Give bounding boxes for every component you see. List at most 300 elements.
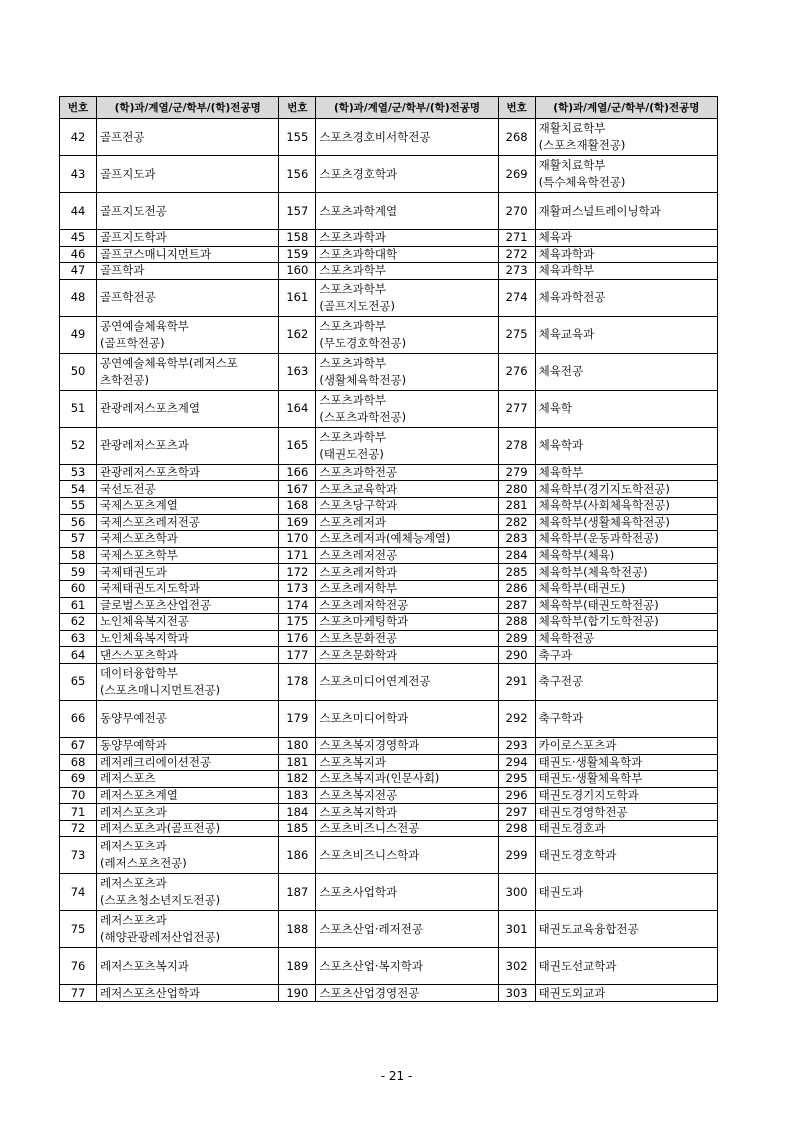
row-number: 290 xyxy=(498,647,535,664)
row-number: 168 xyxy=(279,497,316,514)
row-number: 163 xyxy=(279,353,316,390)
major-name xyxy=(316,874,498,911)
major-name-line: 스포츠레저과 xyxy=(319,514,387,529)
row-number: 169 xyxy=(279,514,316,531)
major-name xyxy=(97,230,279,247)
major-name xyxy=(535,737,717,754)
row-number: 50 xyxy=(60,353,97,390)
major-name-line: (생활체육학전공) xyxy=(319,372,407,387)
major-name-line: 축구학과 xyxy=(538,711,584,726)
table-row xyxy=(60,754,718,771)
major-name xyxy=(316,911,498,948)
major-name xyxy=(316,246,498,263)
major-name-line: 골프전공 xyxy=(100,129,145,144)
row-number: 66 xyxy=(60,700,97,737)
major-name xyxy=(316,263,498,280)
row-number: 62 xyxy=(60,614,97,631)
major-name-line: 스포츠경호비서학전공 xyxy=(319,129,431,144)
row-number: 51 xyxy=(60,390,97,427)
major-name-line: 골프학전공 xyxy=(100,290,156,305)
major-name-line: 태권도선교학과 xyxy=(538,958,617,973)
major-name xyxy=(535,837,717,874)
table-row xyxy=(60,564,718,581)
major-name xyxy=(535,464,717,481)
table-row xyxy=(60,804,718,821)
major-name xyxy=(535,820,717,837)
major-name-line: 태권도·생활체육학부 xyxy=(538,771,643,786)
major-name xyxy=(316,630,498,647)
major-name-line: 스포츠당구학과 xyxy=(319,498,398,513)
header-major-name: (학)과/계열/군/학부/(학)전공명 xyxy=(97,97,279,119)
major-name xyxy=(316,279,498,316)
table-row xyxy=(60,514,718,531)
major-name-line: 축구전공 xyxy=(538,674,584,689)
major-name-line: 레저스포츠 xyxy=(100,771,156,786)
major-name-line: (스포츠재활전공) xyxy=(538,138,626,152)
major-name xyxy=(97,737,279,754)
major-name xyxy=(97,481,279,498)
major-name xyxy=(316,754,498,771)
major-name xyxy=(97,279,279,316)
row-number: 185 xyxy=(279,820,316,837)
major-name xyxy=(535,246,717,263)
major-name-line: (스포츠과학전공) xyxy=(319,409,407,424)
major-name-line: 레저스포츠과 xyxy=(100,876,167,891)
major-name-line: 데이터융합학부 xyxy=(100,665,178,680)
row-number: 43 xyxy=(60,156,97,193)
major-name xyxy=(316,464,498,481)
major-name xyxy=(535,193,717,230)
row-number: 70 xyxy=(60,787,97,804)
major-name xyxy=(316,787,498,804)
major-name xyxy=(535,564,717,581)
major-name xyxy=(316,156,498,193)
major-name xyxy=(97,564,279,581)
major-name xyxy=(535,985,717,1002)
major-name xyxy=(316,230,498,247)
row-number: 48 xyxy=(60,279,97,316)
major-name xyxy=(97,663,279,700)
major-name xyxy=(316,985,498,1002)
table-row xyxy=(60,279,718,316)
major-name-line: 축구과 xyxy=(538,647,572,662)
major-name-line: 레저레크리에이션전공 xyxy=(100,754,212,769)
major-name xyxy=(97,156,279,193)
major-name xyxy=(97,614,279,631)
major-name xyxy=(535,263,717,280)
major-name-line: 태권도경호과 xyxy=(538,821,606,836)
major-name xyxy=(97,700,279,737)
row-number: 45 xyxy=(60,230,97,247)
major-name-line: (골프학전공) xyxy=(100,335,165,350)
row-number: 166 xyxy=(279,464,316,481)
major-name-line: 스포츠레저학부 xyxy=(319,581,398,596)
row-number: 288 xyxy=(498,614,535,631)
row-number: 273 xyxy=(498,263,535,280)
table-row xyxy=(60,263,718,280)
table-row xyxy=(60,737,718,754)
major-name-line: (스포츠청소년지도전공) xyxy=(100,893,221,908)
major-name-line: 태권도·생활체육학과 xyxy=(538,754,643,769)
major-name-line: 체육학부(태권도학전공) xyxy=(538,597,659,612)
major-name xyxy=(535,630,717,647)
major-name xyxy=(316,531,498,548)
row-number: 160 xyxy=(279,263,316,280)
major-name-line: 공연예술체육학부(레저스포 xyxy=(100,355,238,370)
major-name-line: 태권도경기지도학과 xyxy=(538,787,639,802)
row-number: 56 xyxy=(60,514,97,531)
row-number: 180 xyxy=(279,737,316,754)
major-name xyxy=(97,647,279,664)
row-number: 181 xyxy=(279,754,316,771)
major-name xyxy=(316,837,498,874)
header-number: 번호 xyxy=(498,97,535,119)
row-number: 268 xyxy=(498,119,535,156)
major-name xyxy=(97,316,279,353)
major-name-line: 스포츠과학부 xyxy=(319,355,387,370)
major-name-line: 태권도과 xyxy=(538,884,584,899)
major-name-line: 체육교육과 xyxy=(538,327,595,342)
major-name-line: (특수체육학전공) xyxy=(538,175,626,189)
major-name xyxy=(535,597,717,614)
major-name-line: 스포츠복지학과 xyxy=(319,804,398,819)
major-name-line: 체육학전공 xyxy=(538,631,595,646)
major-name-line: 스포츠과학부 xyxy=(319,429,387,444)
major-name xyxy=(535,514,717,531)
major-name xyxy=(316,614,498,631)
row-number: 44 xyxy=(60,193,97,230)
table-row xyxy=(60,246,718,263)
major-name xyxy=(535,948,717,985)
major-name-line: 스포츠비즈니스전공 xyxy=(319,821,420,836)
row-number: 301 xyxy=(498,911,535,948)
major-name-line: 체육학부(체육) xyxy=(538,548,615,563)
row-number: 280 xyxy=(498,481,535,498)
major-name-line: 레저스포츠산업학과 xyxy=(100,985,201,1000)
major-name-line: 재활치료학부 xyxy=(538,121,606,135)
header-major-name: (학)과/계열/군/학부/(학)전공명 xyxy=(316,97,498,119)
major-name-line: 스포츠과학부 xyxy=(319,392,387,407)
major-name xyxy=(97,804,279,821)
major-name-line: 카이로스포츠과 xyxy=(538,738,617,753)
major-name xyxy=(535,547,717,564)
major-name-line: 체육학부(체육학전공) xyxy=(538,564,648,579)
major-name xyxy=(535,481,717,498)
header-major-name: (학)과/계열/군/학부/(학)전공명 xyxy=(535,97,717,119)
major-name xyxy=(535,316,717,353)
table-row xyxy=(60,787,718,804)
major-name-line: 골프지도학과 xyxy=(100,230,167,245)
row-number: 162 xyxy=(279,316,316,353)
table-row xyxy=(60,837,718,874)
major-name xyxy=(535,531,717,548)
major-name-line: 체육학부(합기도학전공) xyxy=(538,614,659,629)
major-name xyxy=(535,156,717,193)
table-row xyxy=(60,580,718,597)
row-number: 177 xyxy=(279,647,316,664)
row-number: 170 xyxy=(279,531,316,548)
row-number: 278 xyxy=(498,427,535,464)
row-number: 54 xyxy=(60,481,97,498)
row-number: 298 xyxy=(498,820,535,837)
major-name-line: 스포츠과학과 xyxy=(319,230,387,245)
major-name xyxy=(316,771,498,788)
major-name xyxy=(535,771,717,788)
major-name xyxy=(316,316,498,353)
major-name xyxy=(316,804,498,821)
table-row xyxy=(60,630,718,647)
row-number: 296 xyxy=(498,787,535,804)
major-name-line: 노인체육복지전공 xyxy=(100,614,189,629)
major-name-line: 스포츠문화학과 xyxy=(319,647,398,662)
major-name xyxy=(316,597,498,614)
row-number: 297 xyxy=(498,804,535,821)
major-name-line: 골프지도과 xyxy=(100,166,156,181)
table-row xyxy=(60,874,718,911)
major-name xyxy=(535,497,717,514)
row-number: 57 xyxy=(60,531,97,548)
major-name-line: 재활치료학부 xyxy=(538,158,606,172)
row-number: 52 xyxy=(60,427,97,464)
row-number: 291 xyxy=(498,663,535,700)
row-number: 270 xyxy=(498,193,535,230)
major-name-line: 스포츠문화전공 xyxy=(319,631,398,646)
row-number: 46 xyxy=(60,246,97,263)
row-number: 190 xyxy=(279,985,316,1002)
row-number: 271 xyxy=(498,230,535,247)
major-name-line: 체육전공 xyxy=(538,364,584,379)
major-name xyxy=(316,700,498,737)
major-name-line: 체육학부(운동과학전공) xyxy=(538,531,659,546)
row-number: 165 xyxy=(279,427,316,464)
major-name xyxy=(316,390,498,427)
table-row xyxy=(60,119,718,156)
row-number: 269 xyxy=(498,156,535,193)
row-number: 47 xyxy=(60,263,97,280)
major-name-line: 체육학부(태권도) xyxy=(538,581,626,596)
row-number: 172 xyxy=(279,564,316,581)
major-name-line: 관광레저스포츠학과 xyxy=(100,465,201,480)
major-name xyxy=(97,531,279,548)
table-row xyxy=(60,427,718,464)
row-number: 68 xyxy=(60,754,97,771)
major-name xyxy=(97,787,279,804)
major-name-line: 골프코스매니지먼트과 xyxy=(100,246,212,261)
table-row xyxy=(60,316,718,353)
major-name xyxy=(535,230,717,247)
row-number: 284 xyxy=(498,547,535,564)
major-name xyxy=(97,820,279,837)
major-name xyxy=(316,948,498,985)
row-number: 69 xyxy=(60,771,97,788)
major-name-line: 스포츠과학부 xyxy=(319,263,387,278)
major-name xyxy=(316,353,498,390)
table-row xyxy=(60,820,718,837)
row-number: 294 xyxy=(498,754,535,771)
row-number: 282 xyxy=(498,514,535,531)
major-name-line: 츠학전공) xyxy=(100,372,149,387)
table-header-row xyxy=(60,97,718,119)
row-number: 174 xyxy=(279,597,316,614)
major-name xyxy=(316,737,498,754)
major-name-line: 레저스포츠계열 xyxy=(100,787,178,802)
major-name-line: 재활퍼스널트레이닝학과 xyxy=(538,203,661,218)
major-name xyxy=(97,547,279,564)
table-row xyxy=(60,531,718,548)
major-name-line: 스포츠복지과(인문사회) xyxy=(319,771,440,786)
major-name-line: 체육학부(생활체육학전공) xyxy=(538,514,670,529)
row-number: 61 xyxy=(60,597,97,614)
row-number: 295 xyxy=(498,771,535,788)
major-name-line: 동양무예학과 xyxy=(100,738,167,753)
major-name-line: 체육과 xyxy=(538,230,572,245)
row-number: 75 xyxy=(60,911,97,948)
major-name xyxy=(97,119,279,156)
table-row xyxy=(60,390,718,427)
row-number: 58 xyxy=(60,547,97,564)
row-number: 277 xyxy=(498,390,535,427)
major-name xyxy=(97,837,279,874)
major-name-line: (무도경호학전공) xyxy=(319,335,407,350)
row-number: 71 xyxy=(60,804,97,821)
major-name xyxy=(535,754,717,771)
row-number: 183 xyxy=(279,787,316,804)
major-name xyxy=(97,514,279,531)
row-number: 189 xyxy=(279,948,316,985)
major-name-line: 스포츠레저전공 xyxy=(319,548,398,563)
major-name-line: 스포츠미디어학과 xyxy=(319,711,409,726)
major-name-line: 체육과학과 xyxy=(538,246,595,261)
major-name xyxy=(535,580,717,597)
major-name-line: 스포츠과학계열 xyxy=(319,203,398,218)
major-name-line: 스포츠복지경영학과 xyxy=(319,738,420,753)
major-name-line: 국제스포츠학과 xyxy=(100,531,178,546)
major-name xyxy=(535,614,717,631)
major-name-line: 골프지도전공 xyxy=(100,203,167,218)
major-name xyxy=(535,119,717,156)
table-row xyxy=(60,597,718,614)
major-name xyxy=(97,497,279,514)
row-number: 281 xyxy=(498,497,535,514)
major-name xyxy=(316,580,498,597)
major-name-line: (골프지도전공) xyxy=(319,298,395,313)
major-name xyxy=(97,597,279,614)
row-number: 289 xyxy=(498,630,535,647)
row-number: 292 xyxy=(498,700,535,737)
major-name xyxy=(97,390,279,427)
table-row xyxy=(60,663,718,700)
major-name-line: 체육학부(사회체육학전공) xyxy=(538,498,670,513)
major-name xyxy=(535,787,717,804)
major-name-line: 국제태권도지도학과 xyxy=(100,581,201,596)
row-number: 299 xyxy=(498,837,535,874)
major-name-line: 스포츠사업학과 xyxy=(319,884,398,899)
table-row xyxy=(60,230,718,247)
row-number: 283 xyxy=(498,531,535,548)
table-row xyxy=(60,911,718,948)
row-number: 286 xyxy=(498,580,535,597)
row-number: 74 xyxy=(60,874,97,911)
major-name xyxy=(97,464,279,481)
major-name xyxy=(97,911,279,948)
table-row xyxy=(60,547,718,564)
major-name-line: 스포츠산업·복지학과 xyxy=(319,958,423,973)
major-name-line: 레저스포츠과 xyxy=(100,804,167,819)
major-name-line: 국제스포츠레저전공 xyxy=(100,514,201,529)
major-name xyxy=(316,119,498,156)
major-name xyxy=(316,193,498,230)
major-name-line: 레저스포츠과 xyxy=(100,839,167,854)
major-name-line: 골프학과 xyxy=(100,263,145,278)
table-row xyxy=(60,481,718,498)
major-name xyxy=(97,193,279,230)
row-number: 76 xyxy=(60,948,97,985)
major-name-line: 스포츠비즈니스학과 xyxy=(319,847,420,862)
row-number: 303 xyxy=(498,985,535,1002)
major-name-line: 스포츠레저학과 xyxy=(319,564,398,579)
row-number: 159 xyxy=(279,246,316,263)
row-number: 72 xyxy=(60,820,97,837)
major-name-line: 스포츠교육학과 xyxy=(319,481,398,496)
major-name-line: 스포츠복지과 xyxy=(319,754,387,769)
major-name-line: 레저스포츠복지과 xyxy=(100,958,189,973)
major-name xyxy=(316,663,498,700)
major-name-line: 국제스포츠학부 xyxy=(100,548,178,563)
page-number: - 21 - xyxy=(380,1069,413,1083)
major-name-line: 글로벌스포츠산업전공 xyxy=(100,597,212,612)
row-number: 300 xyxy=(498,874,535,911)
major-name-line: 스포츠산업·레저전공 xyxy=(319,921,423,936)
row-number: 274 xyxy=(498,279,535,316)
major-name-line: 스포츠복지전공 xyxy=(319,787,398,802)
row-number: 60 xyxy=(60,580,97,597)
major-name-line: (태권도전공) xyxy=(319,446,384,461)
row-number: 175 xyxy=(279,614,316,631)
row-number: 176 xyxy=(279,630,316,647)
major-name xyxy=(97,985,279,1002)
row-number: 64 xyxy=(60,647,97,664)
row-number: 161 xyxy=(279,279,316,316)
row-number: 285 xyxy=(498,564,535,581)
row-number: 184 xyxy=(279,804,316,821)
major-name-line: 태권도경호학과 xyxy=(538,847,617,862)
row-number: 67 xyxy=(60,737,97,754)
major-name-line: 관광레저스포츠과 xyxy=(100,438,189,453)
row-number: 63 xyxy=(60,630,97,647)
major-name xyxy=(316,497,498,514)
major-name xyxy=(316,481,498,498)
major-name-line: 스포츠과학대학 xyxy=(319,246,398,261)
major-name xyxy=(97,353,279,390)
major-name-line: 체육학과 xyxy=(538,438,584,453)
major-name-line: 체육학부 xyxy=(538,465,584,480)
major-name-line: 스포츠과학부 xyxy=(319,318,387,333)
header-number: 번호 xyxy=(60,97,97,119)
table-row xyxy=(60,647,718,664)
major-name xyxy=(97,580,279,597)
row-number: 276 xyxy=(498,353,535,390)
row-number: 65 xyxy=(60,663,97,700)
major-name xyxy=(97,427,279,464)
major-name xyxy=(97,771,279,788)
major-name-line: 국제스포츠계열 xyxy=(100,498,178,513)
major-name xyxy=(535,390,717,427)
major-name xyxy=(97,754,279,771)
table-row xyxy=(60,700,718,737)
table-row xyxy=(60,948,718,985)
major-name xyxy=(97,948,279,985)
major-name xyxy=(316,647,498,664)
